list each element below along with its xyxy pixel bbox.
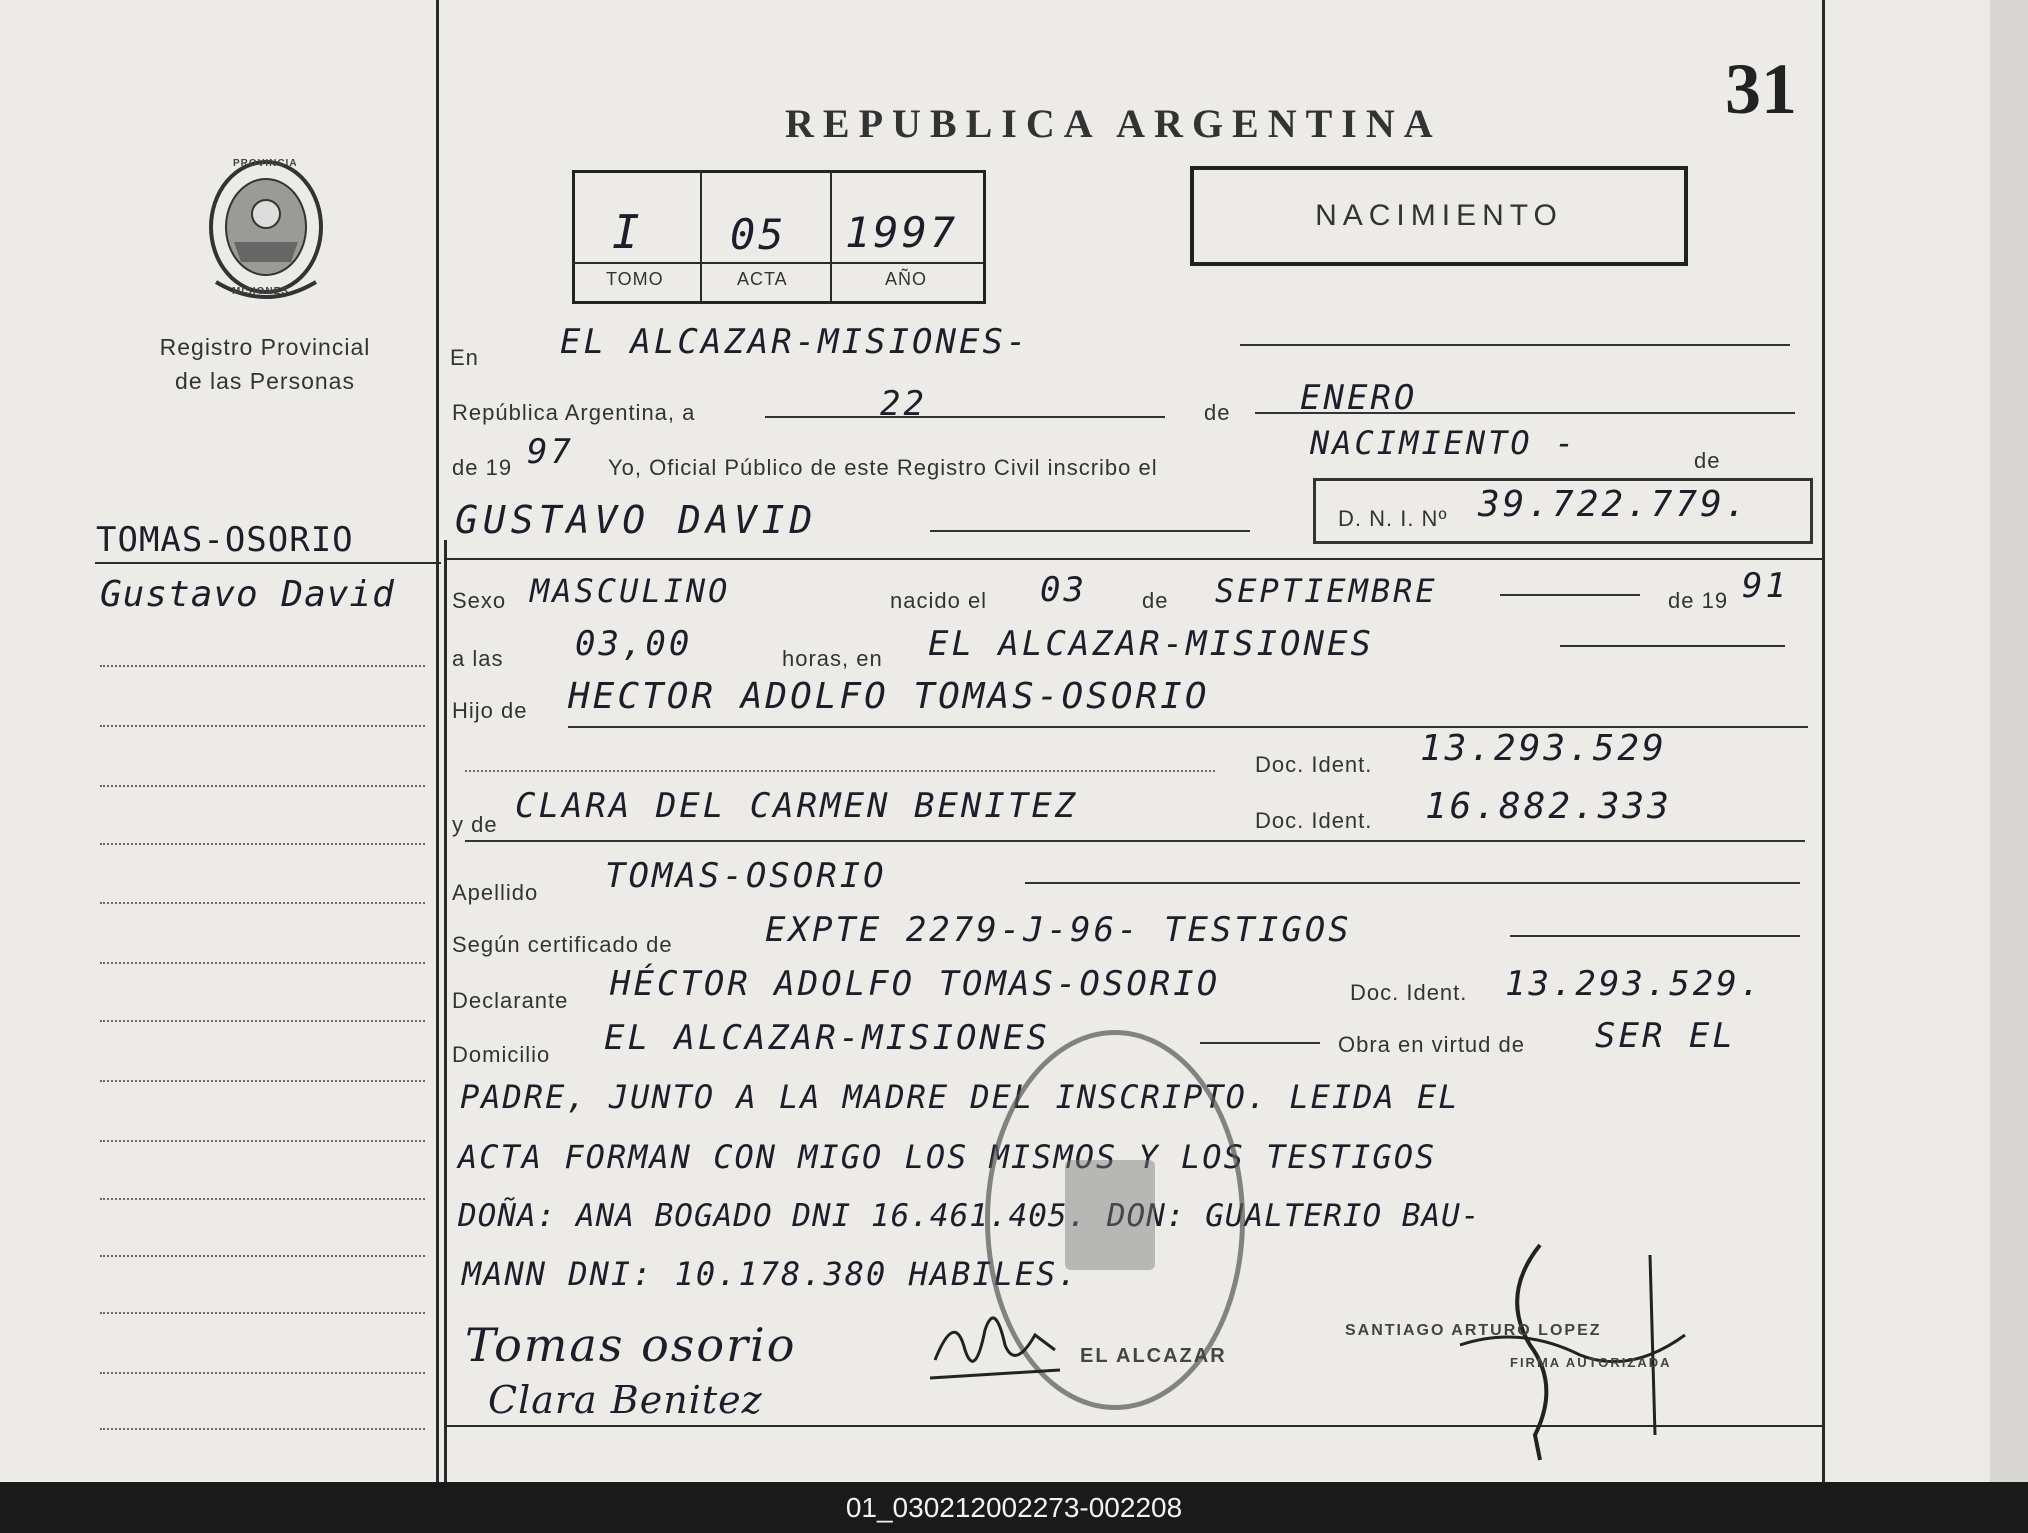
birth-year-prefix: de 19 bbox=[1668, 588, 1729, 613]
margin-line bbox=[100, 1198, 425, 1200]
day-value: 22 bbox=[880, 384, 927, 424]
obra-value: SER EL bbox=[1595, 1016, 1736, 1056]
acta-value: 05 bbox=[730, 210, 787, 259]
tomo-value: I bbox=[612, 205, 643, 259]
month-value: ENERO bbox=[1300, 378, 1418, 418]
segun-rule bbox=[1510, 935, 1800, 937]
en-label: En bbox=[450, 345, 479, 370]
signature-witness-icon bbox=[925, 1290, 1065, 1390]
birth-month-rule bbox=[1500, 594, 1640, 596]
page-number: 31 bbox=[1725, 49, 1797, 129]
segun-label: Según certificado de bbox=[452, 932, 673, 957]
margin-line bbox=[100, 962, 425, 964]
sexo-value: MASCULINO bbox=[530, 572, 731, 610]
declarante-value: HÉCTOR ADOLFO TOMAS-OSORIO bbox=[610, 964, 1221, 1004]
horas-label: horas, en bbox=[782, 646, 883, 671]
registry-label bbox=[140, 330, 390, 398]
margin-line bbox=[100, 1080, 425, 1082]
nacido-label: nacido el bbox=[890, 588, 988, 613]
day-rule bbox=[765, 416, 1165, 418]
apellido-rule bbox=[1025, 882, 1800, 884]
doc-label-1: Doc. Ident. bbox=[1255, 752, 1373, 777]
hijo-label: Hijo de bbox=[452, 698, 528, 723]
margin-surname: TOMAS-OSORIO bbox=[96, 520, 354, 560]
mother-name: CLARA DEL CARMEN BENITEZ bbox=[515, 786, 1079, 826]
margin-line bbox=[100, 785, 425, 787]
anio-value: 1997 bbox=[845, 208, 959, 257]
year-value: 97 bbox=[527, 432, 574, 472]
record-id-divider-2 bbox=[830, 170, 832, 301]
page-edge bbox=[1990, 0, 2028, 1482]
file-id-caption: 01_030212002273-002208 bbox=[845, 1492, 1183, 1523]
birth-place-rule bbox=[1560, 645, 1785, 647]
margin-header-rule bbox=[95, 562, 441, 564]
official-name-stamp: SANTIAGO ARTURO LOPEZ bbox=[1345, 1322, 1602, 1339]
father-name: HECTOR ADOLFO TOMAS-OSORIO bbox=[568, 676, 1210, 717]
official-stamp-emblem bbox=[1065, 1160, 1155, 1270]
declarante-doc: 13.293.529. bbox=[1505, 964, 1764, 1004]
tomo-label: TOMO bbox=[606, 269, 664, 289]
birth-year: 91 bbox=[1742, 566, 1789, 606]
margin-column-divider bbox=[444, 540, 447, 1482]
margin-line bbox=[100, 1140, 425, 1142]
notes-line-2: ACTA FORMAN CON MIGO LOS MISMOS Y LOS TESTIGOS bbox=[458, 1138, 1437, 1176]
segun-value: EXPTE 2279-J-96- TESTIGOS bbox=[765, 910, 1352, 950]
de-label: de bbox=[1204, 400, 1231, 425]
margin-line bbox=[100, 1255, 425, 1257]
seal-text-bottom: MISIONES bbox=[232, 286, 289, 297]
alas-label: a las bbox=[452, 646, 504, 671]
sexo-label: Sexo bbox=[452, 588, 507, 613]
en-value: EL ALCAZAR-MISIONES- bbox=[560, 322, 1030, 362]
margin-line bbox=[100, 1372, 425, 1374]
apellido-label: Apellido bbox=[452, 880, 539, 905]
margin-line bbox=[100, 725, 425, 727]
month-rule bbox=[1255, 412, 1795, 414]
signature-official-icon bbox=[1440, 1235, 1700, 1465]
signature-mother: Clara Benitez bbox=[488, 1378, 763, 1422]
father-doc: 13.293.529 bbox=[1420, 728, 1667, 769]
country-title: REPUBLICA ARGENTINA bbox=[785, 101, 1442, 146]
yo-text: Yo, Oficial Público de este Registro Civil inscribo el bbox=[608, 455, 1158, 480]
acta-label: ACTA bbox=[737, 269, 788, 289]
name-value: GUSTAVO DAVID bbox=[455, 498, 818, 542]
inscribo-value: NACIMIENTO - bbox=[1310, 424, 1578, 462]
mother-rule bbox=[465, 840, 1805, 842]
registry-label-line2: de las Personas bbox=[175, 368, 355, 394]
margin-line bbox=[100, 843, 425, 845]
apellido-value: TOMAS-OSORIO bbox=[605, 856, 887, 896]
margin-line bbox=[100, 902, 425, 904]
en-rule bbox=[1240, 344, 1790, 346]
yde-label: y de bbox=[452, 812, 498, 837]
left-column-border bbox=[436, 0, 439, 1482]
name-rule bbox=[930, 530, 1250, 532]
father-rule-2 bbox=[465, 770, 1215, 772]
doc-label-2: Doc. Ident. bbox=[1255, 808, 1373, 833]
right-frame-border bbox=[1822, 0, 1825, 1482]
registry-label-line1: Registro Provincial bbox=[159, 334, 371, 360]
record-id-divider-1 bbox=[700, 170, 702, 301]
republica-label: República Argentina, a bbox=[452, 400, 696, 425]
birth-month: SEPTIEMBRE bbox=[1215, 572, 1438, 610]
domicilio-rule bbox=[1200, 1042, 1320, 1044]
margin-line bbox=[100, 1020, 425, 1022]
notes-line-4: MANN DNI: 10.178.380 HABILES. bbox=[462, 1255, 1079, 1293]
signature-declarante: Tomas osorio bbox=[465, 1318, 797, 1372]
margin-line bbox=[100, 1428, 425, 1430]
margin-line bbox=[100, 1312, 425, 1314]
dni-value: 39.722.779. bbox=[1478, 484, 1750, 525]
year-prefix-label: de 19 bbox=[452, 455, 513, 480]
de-label-3: de bbox=[1142, 588, 1169, 613]
record-id-label-rule bbox=[572, 262, 983, 264]
birth-day: 03 bbox=[1040, 570, 1087, 610]
domicilio-label: Domicilio bbox=[452, 1042, 551, 1067]
anio-label: AÑO bbox=[885, 269, 928, 289]
official-authorization-stamp: FIRMA AUTORIZADA bbox=[1510, 1355, 1672, 1370]
main-rule bbox=[447, 558, 1822, 560]
obra-label: Obra en virtud de bbox=[1338, 1032, 1525, 1057]
dni-label: D. N. I. Nº bbox=[1338, 506, 1448, 531]
mother-doc: 16.882.333 bbox=[1425, 786, 1672, 827]
de-label-2: de bbox=[1694, 448, 1721, 473]
domicilio-value: EL ALCAZAR-MISIONES bbox=[604, 1018, 1050, 1058]
hour-value: 03,00 bbox=[575, 624, 693, 664]
notes-line-3: DOÑA: ANA BOGADO DNI 16.461.405. DON: GUALTERIO BAU- bbox=[458, 1198, 1481, 1234]
declarante-label: Declarante bbox=[452, 988, 569, 1013]
birth-place: EL ALCAZAR-MISIONES bbox=[928, 624, 1374, 664]
record-type-box: NACIMIENTO bbox=[1190, 166, 1688, 266]
margin-given-names: Gustavo David bbox=[100, 574, 395, 615]
seal-text-top: PROVINCIA bbox=[233, 158, 298, 169]
margin-line bbox=[100, 665, 425, 667]
official-stamp-text: EL ALCAZAR bbox=[1080, 1345, 1227, 1367]
doc-label-3: Doc. Ident. bbox=[1350, 980, 1468, 1005]
notes-line-1: PADRE, JUNTO A LA MADRE DEL INSCRIPTO. LEIDA EL bbox=[460, 1078, 1460, 1116]
